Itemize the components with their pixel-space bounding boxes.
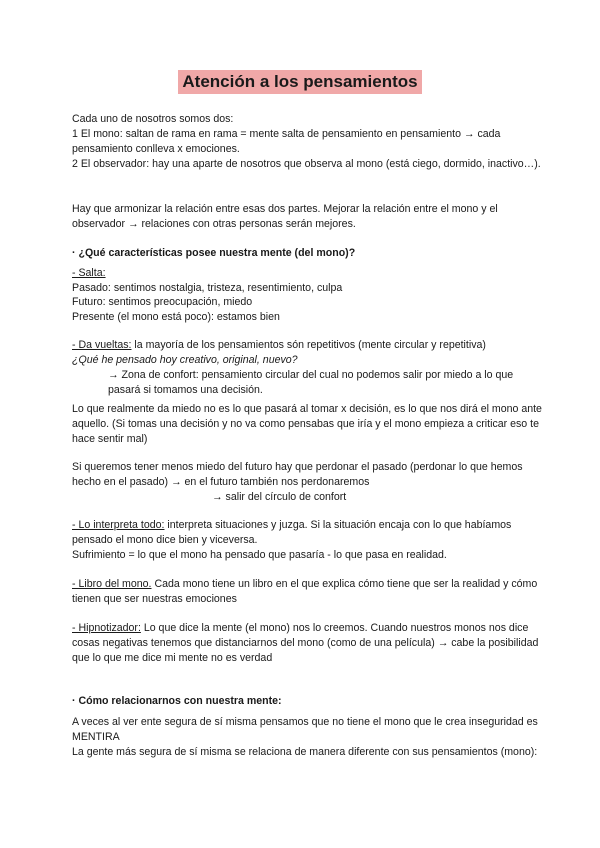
- perdonar-paragraph: Si queremos tener menos miedo del futuro hay que perdonar el pasado (perdonar lo que hemos hecho en el pasado) → en el futuro también nos perdonaremos: [72, 461, 523, 488]
- libro-label: - Libro del mono.: [72, 578, 152, 590]
- page-title: Atención a los pensamientos: [178, 70, 421, 94]
- section2-heading: · Cómo relacionarnos con nuestra mente:: [72, 695, 282, 707]
- intro-line-1: Cada uno de nosotros somos dos:: [72, 113, 234, 125]
- libro-text: Cada mono tiene un libro en el que explica cómo tiene que ser la realidad y cómo tienen que ser nuestras emociones: [72, 578, 538, 605]
- section1-heading: · ¿Qué características posee nuestra mente (del mono)?: [72, 247, 356, 259]
- interpreta-paragraph: [72, 518, 542, 548]
- interpreta-text: interpreta situaciones y juzga. Si la situación encaja con lo que habíamos pensado el mono dice bien y viceversa.: [72, 519, 512, 546]
- section2-line-2: La gente más segura de sí misma se relaciona de manera diferente con sus pensamientos (mono):: [72, 746, 538, 758]
- vueltas-question: ¿Qué he pensado hoy creativo, original, nuevo?: [72, 354, 298, 366]
- interpreta-label: - Lo interpreta todo:: [72, 519, 165, 531]
- hipnotizador-paragraph: [72, 621, 542, 666]
- miedo-paragraph: Lo que realmente da miedo no es lo que pasará al tomar x decisión, es lo que nos dirá el mono ante aquello. (Si tomas una decisión y no va como pensabas que iría y el mono empieza a criticar eso te hace sentir mal): [72, 403, 542, 445]
- salta-label: - Salta:: [72, 267, 106, 279]
- intro-line-2: 1 El mono: saltan de rama en rama = mente salta de pensamiento en pensamiento → cada pensamiento conlleva x emociones.: [72, 128, 501, 155]
- salta-presente: Presente (el mono está poco): estamos bien: [72, 311, 280, 323]
- salta-futuro: Futuro: sentimos preocupación, miedo: [72, 296, 253, 308]
- libro-paragraph: [72, 577, 542, 607]
- vueltas-text: la mayoría de los pensamientos són repetitivos (mente circular y repetitiva): [131, 339, 486, 351]
- harmony-paragraph: Hay que armonizar la relación entre esas dos partes. Mejorar la relación entre el mono y el observador → relaciones con otras personas serán mejores.: [72, 203, 498, 230]
- vueltas-label: - Da vueltas:: [72, 339, 132, 351]
- salta-pasado: Pasado: sentimos nostalgia, tristeza, resentimiento, culpa: [72, 282, 343, 294]
- sufrimiento-line: Sufrimiento = lo que el mono ha pensado que pasaría - lo que pasa en realidad.: [72, 549, 447, 561]
- title-wrap: [0, 70, 600, 94]
- vueltas-paragraph: [72, 338, 542, 353]
- hipnotizador-label: - Hipnotizador:: [72, 622, 141, 634]
- salir-circulo: → salir del círculo de confort: [212, 491, 347, 503]
- zona-confort: → Zona de confort: pensamiento circular del cual no podemos salir por miedo a lo que pasará si tomamos una decisión.: [108, 369, 514, 396]
- hipnotizador-text: Lo que dice la mente (el mono) nos lo creemos. Cuando nuestros monos nos dice cosas negativas tenemos que distanciarnos del mono (como de una película) → cabe la posibilidad que lo que me dice mi mente no es verdad: [72, 622, 539, 664]
- section2-line-1: A veces al ver ente segura de sí misma pensamos que no tiene el mono que le crea inseguridad es MENTIRA: [72, 716, 538, 743]
- intro-line-3: 2 El observador: hay una aparte de nosotros que observa al mono (está ciego, dormido, inactivo…).: [72, 158, 541, 170]
